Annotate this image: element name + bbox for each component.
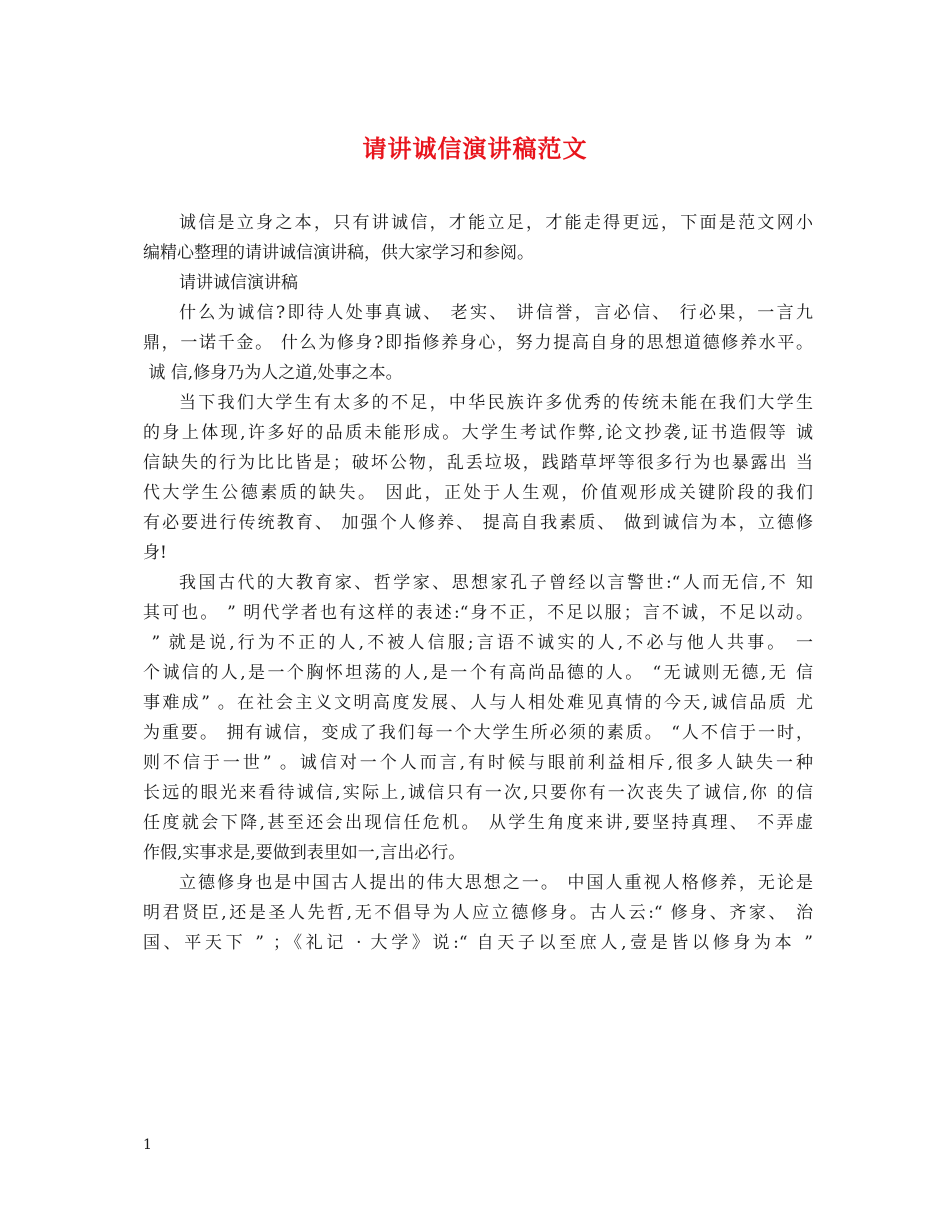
body-line: 身! (143, 543, 167, 563)
body-line: 代大学生公德素质的缺失。 因此，正处于人生观，价值观形成关键阶段的我们 (143, 483, 813, 503)
document-body (143, 208, 813, 958)
body-line: 作假,实事求是,要做到表里如一,言出必行。 (143, 843, 466, 863)
body-line: 立德修身也是中国古人提出的伟大思想之一。 中国人重视人格修养，无论是 (179, 873, 813, 893)
body-line: 当下我们大学生有太多的不足，中华民族许多优秀的传统未能在我们大学生 (179, 393, 813, 413)
body-line: 任度就会下降,甚至还会出现信任危机。 从学生角度来讲,要坚持真理、 不弄虚 (143, 813, 813, 833)
page-number: 1 (143, 1137, 152, 1153)
body-line: 事难成” 。在社会主义文明高度发展、人与人相处难见真情的今天,诚信品质 尤 (143, 693, 813, 713)
body-line: 则不信于一世” 。诚信对一个人而言,有时候与眼前利益相斥,很多人缺失一种 (143, 753, 813, 773)
document-title: 请讲诚信演讲稿范文 (362, 134, 588, 163)
body-line: 明君贤臣,还是圣人先哲,无不倡导为人应立德修身。古人云:“ 修身、齐家、 治 (143, 903, 813, 923)
body-line: 鼎，一诺千金。 什么为修身?即指修养身心，努力提高自身的思想道德修养水平。 (143, 333, 813, 353)
body-line: 的身上体现,许多好的品质未能形成。大学生考试作弊,论文抄袭,证书造假等 诚 (143, 423, 813, 443)
body-line: 长远的眼光来看待诚信,实际上,诚信只有一次,只要你有一次丧失了诚信,你 的信 (143, 783, 813, 803)
body-line: 国、平天下 ” ；《礼记 · 大学》说:“ 自天子以至庶人,壹是皆以修身为本 ” (143, 933, 813, 953)
body-line: 为重要。 拥有诚信，变成了我们每一个大学生所必须的素质。 “人不信于一时， (143, 723, 813, 743)
body-line: 有必要进行传统教育、 加强个人修养、 提高自我素质、 做到诚信为本，立德修 (143, 513, 813, 533)
body-line: 编精心整理的请讲诚信演讲稿，供大家学习和参阅。 (143, 243, 534, 263)
body-line: 诚信是立身之本，只有讲诚信，才能立足，才能走得更远，下面是范文网小 (179, 213, 813, 233)
body-line: 我国古代的大教育家、哲学家、思想家孔子曾经以言警世:“人而无信,不 知 (179, 573, 813, 593)
body-line: 诚 信,修身乃为人之道,处事之本。 (143, 363, 403, 383)
body-line: 信缺失的行为比比皆是；破坏公物，乱丢垃圾，践踏草坪等很多行为也暴露出 当 (143, 453, 813, 473)
body-line: 什么为诚信?即待人处事真诚、 老实、 讲信誉，言必信、 行必果，一言九 (179, 303, 813, 323)
body-line: 个诚信的人,是一个胸怀坦荡的人,是一个有高尚品德的人。 “无诚则无德,无 信 (143, 663, 813, 683)
section-heading: 请讲诚信演讲稿 (179, 273, 298, 293)
body-line: ” 就是说,行为不正的人,不被人信服;言语不诚实的人,不必与他人共事。 一 (143, 633, 813, 653)
body-line: 其可也。 ” 明代学者也有这样的表述:“身不正，不足以服；言不诚，不足以动。 (143, 603, 813, 623)
